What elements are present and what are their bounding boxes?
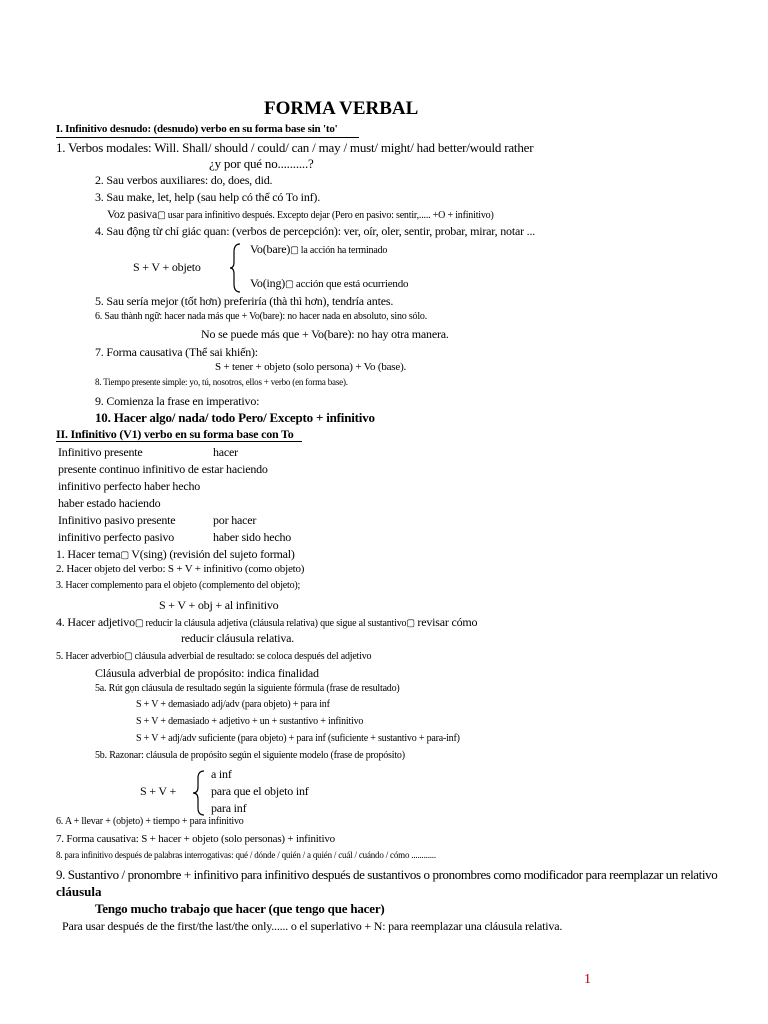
line-4: 4. Sau động từ chỉ giác quan: (verbos de percepción): ver, oír, oler, sentir, probar, mirar, notar ... (95, 224, 536, 238)
item-5-purpose: Cláusula adverbial de propósito: indica finalidad (95, 666, 319, 680)
purpose-option-1: a inf (211, 767, 232, 781)
table-row: infinitivo perfecto haber hecho (58, 479, 201, 493)
perception-option-1: Vo(bare)▢ la acción ha terminado (250, 242, 388, 256)
purpose-option-2: para que el objeto inf (211, 784, 309, 798)
table-row: infinitivo perfecto pasivo (58, 530, 175, 544)
formula-result-2: S + V + demasiado + adjetivo + un + sustantivo + infinitivo (136, 716, 364, 727)
line-3: 3. Sau make, let, help (sau help có thể có To inf). (95, 190, 321, 204)
heading-underline (56, 441, 302, 442)
line-10: 10. Hacer algo/ nada/ todo Pero/ Excepto + infinitivo (95, 410, 375, 425)
line-9: 9. Comienza la frase en imperativo: (95, 394, 260, 408)
line-6: 6. Sau thành ngữ: hacer nada más que + Vo(bare): no hacer nada en absoluto, sino sólo. (95, 311, 428, 322)
line-1: 1. Verbos modales: Will. Shall/ should / could/ can / may / must/ might/ had better/would rather (56, 140, 534, 155)
arrow-box-icon: ▢ (120, 550, 129, 561)
item-3: 3. Hacer complemento para el objeto (complemento del objeto); (56, 580, 301, 591)
item-8: 8. para infinitivo después de palabras interrogativas: qué / dónde / quién / a quién / cuál / cuándo / cómo ............ (56, 850, 436, 860)
item-2: 2. Hacer objeto del verbo: S + V + infinitivo (como objeto) (56, 563, 305, 575)
line-2: 2. Sau verbos auxiliares: do, does, did. (95, 173, 273, 187)
page-number: 1 (584, 972, 591, 987)
line-8: 8. Tiempo presente simple: yo, tú, nosotros, ellos + verbo (en forma base). (95, 377, 348, 387)
brace-icon (228, 242, 244, 294)
arrow-box-icon: ▢ (157, 210, 166, 221)
perception-option-2: Vo(ing)▢ acción que está ocurriendo (250, 276, 409, 290)
line-7: 7. Forma causativa (Thể sai khiến): (95, 345, 258, 359)
table-row: Infinitivo presente (58, 445, 143, 459)
arrow-box-icon: ▢ (123, 651, 133, 662)
item-1: 1. Hacer tema▢ V(sing) (revisión del sujeto formal) (56, 547, 295, 561)
table-cell: por hacer (213, 513, 257, 527)
formula-purpose: S + V + (140, 784, 177, 798)
formula-perception: S + V + objeto (133, 260, 201, 274)
table-row: presente continuo infinitivo de estar haciendo (58, 462, 268, 476)
table-row: Infinitivo pasivo presente (58, 513, 176, 527)
item-4: 4. Hacer adjetivo▢ reducir la cláusula adjetiva (cláusula relativa) que sigue al sustantivo▢ revisar cómo (56, 615, 478, 629)
item-5b: 5b. Razonar: cláusula de propósito según el siguiente modelo (frase de propósito) (95, 750, 405, 761)
arrow-box-icon: ▢ (134, 618, 144, 629)
table-cell: haber sido hecho (213, 530, 292, 544)
item-9: 9. Sustantivo / pronombre + infinitivo para infinitivo después de sustantivos o pronombres como modificador para reemplazar un relativo (56, 867, 718, 882)
formula-result-3: S + V + adj/adv suficiente (para objeto) + para inf (suficiente + sustantivo + para-inf) (136, 733, 460, 744)
table-cell: hacer (213, 445, 238, 459)
section-heading-2: II. Infinitivo (V1) verbo en su forma base con To (56, 427, 294, 441)
line-5: 5. Sau sería mejor (tốt hơn) preferiría (thà thì hơn), tendría antes. (95, 294, 394, 308)
section-heading-1: I. Infinitivo desnudo: (desnudo) verbo en su forma base sin 'to' (56, 123, 338, 135)
item-4-continued: reducir cláusula relativa. (181, 631, 295, 645)
page-title: FORMA VERBAL (264, 98, 419, 119)
item-5: 5. Hacer adverbio▢ cláusula adverbial de resultado: se coloca después del adjetivo (56, 651, 372, 662)
item-9-example: Tengo mucho trabajo que hacer (que tengo que hacer) (95, 901, 385, 916)
item-6: 6. A + llevar + (objeto) + tiempo + para infinitivo (56, 816, 244, 827)
item-9-continued: cláusula (56, 884, 102, 899)
heading-underline (56, 137, 359, 138)
line-3b: Voz pasiva▢ usar para infinitivo después. Excepto dejar (Pero en pasivo: sentir,..... +O + infinitivo) (107, 207, 494, 221)
line-6b: No se puede más que + Vo(bare): no hay otra manera. (201, 327, 449, 341)
arrow-box-icon: ▢ (285, 279, 294, 290)
item-9-note: Para usar después de the first/the last/the only...... o el superlativo + N: para reemplazar una cláusula relativa. (62, 919, 563, 933)
table-row: haber estado haciendo (58, 496, 161, 510)
brace-icon (191, 769, 207, 817)
purpose-option-3: para inf (211, 801, 247, 815)
arrow-box-icon: ▢ (290, 245, 299, 256)
item-3-formula: S + V + obj + al infinitivo (159, 598, 279, 612)
line-1b: ¿y por qué no..........? (209, 156, 314, 171)
arrow-box-icon: ▢ (406, 618, 415, 629)
formula-result-1: S + V + demasiado adj/adv (para objeto) + para inf (136, 699, 330, 710)
line-7b: S + tener + objeto (solo persona) + Vo (base). (215, 361, 407, 373)
item-7: 7. Forma causativa: S + hacer + objeto (solo personas) + infinitivo (56, 833, 335, 845)
item-5a: 5a. Rút gọn cláusula de resultado según la siguiente fórmula (frase de resultado) (95, 683, 400, 694)
